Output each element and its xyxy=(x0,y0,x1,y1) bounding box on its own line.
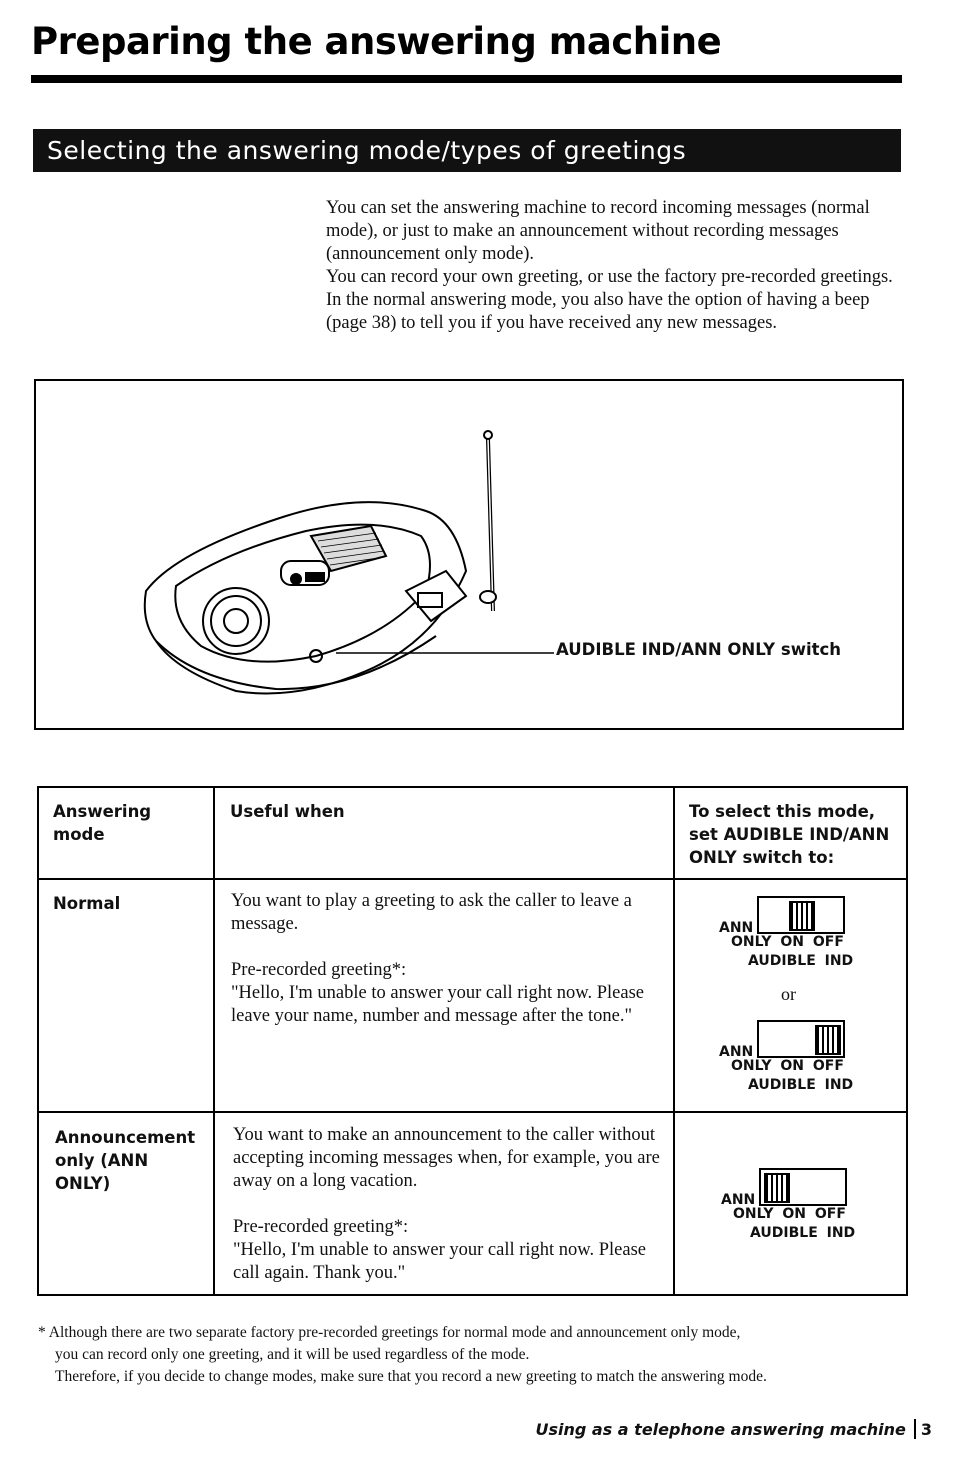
table-divider xyxy=(39,878,906,880)
greeting-text: "Hello, I'm unable to answer your call right now. Please leave your name, number and message after the tone." xyxy=(231,983,644,1026)
switch-audible-ind-label: AUDIBLE IND xyxy=(748,953,854,969)
switch-ann-label: ANN xyxy=(721,1192,756,1208)
intro-text xyxy=(326,197,906,335)
table-divider xyxy=(213,788,215,1294)
mode-normal: Normal xyxy=(53,894,121,913)
useful-when-text: You want to make an announcement to the caller without accepting incoming messages when, for example, you are away on a long vacation. xyxy=(233,1125,660,1191)
switch-body xyxy=(757,1020,845,1058)
greeting-text: "Hello, I'm unable to answer your call right now. Please call again. Thank you." xyxy=(233,1240,646,1283)
switch-position-labels: ONLY ON OFF xyxy=(731,934,844,950)
footer-divider xyxy=(914,1419,916,1439)
switch-or-text: or xyxy=(781,984,796,1004)
title-rule xyxy=(31,75,902,83)
table-divider xyxy=(39,1111,906,1113)
switch-audible-ind-label: AUDIBLE IND xyxy=(748,1077,854,1093)
table-divider xyxy=(673,788,675,1294)
switch-diagram-off xyxy=(719,1012,869,1107)
switch-diagram-ann-only xyxy=(721,1160,871,1255)
header-answering-mode: Answering mode xyxy=(53,802,152,844)
header-select-mode: To select this mode, set AUDIBLE IND/ANN ONLY switch to: xyxy=(689,802,890,867)
announcement-description xyxy=(233,1124,663,1285)
switch-knob xyxy=(815,1025,841,1055)
footer-section-title: Using as a telephone answering machine xyxy=(535,1420,906,1439)
switch-ann-label: ANN xyxy=(719,1044,754,1060)
switch-body xyxy=(759,1168,847,1206)
header-useful-when: Useful when xyxy=(230,802,345,821)
normal-description xyxy=(231,890,661,1028)
intro-paragraph: You can set the answering machine to record incoming messages (normal mode), or just to make an announcement without recording messages (announcement only mode). xyxy=(326,198,870,264)
greeting-label: Pre-recorded greeting*: xyxy=(231,960,407,980)
footnote-line: * Although there are two separate factory pre-recorded greetings for normal mode and announcement only mode, xyxy=(38,1324,741,1341)
answering-mode-table xyxy=(37,786,908,1296)
footnote xyxy=(38,1322,918,1388)
mode-announcement-only: Announcement only (ANN ONLY) xyxy=(55,1128,196,1193)
section-heading: Selecting the answering mode/types of greetings xyxy=(33,129,901,172)
switch-position-labels: ONLY ON OFF xyxy=(733,1206,846,1222)
switch-diagram-on xyxy=(719,888,869,983)
footnote-line: you can record only one greeting, and it will be used regardless of the mode. xyxy=(55,1346,530,1363)
switch-position-labels: ONLY ON OFF xyxy=(731,1058,844,1074)
switch-knob xyxy=(789,901,815,931)
answering-machine-illustration xyxy=(136,421,556,701)
intro-paragraph: In the normal answering mode, you also have the option of having a beep (page 38) to tell you if you have received any new messages. xyxy=(326,290,870,333)
page-number: 3 xyxy=(920,1420,932,1439)
page-title: Preparing the answering machine xyxy=(31,20,722,63)
switch-body xyxy=(757,896,845,934)
switch-knob xyxy=(764,1173,790,1203)
intro-paragraph: You can record your own greeting, or use the factory pre-recorded greetings. xyxy=(326,267,893,287)
switch-callout-label: AUDIBLE IND/ANN ONLY switch xyxy=(556,640,842,659)
page-footer xyxy=(536,1419,933,1439)
footnote-line: Therefore, if you decide to change modes, make sure that you record a new greeting to match the answering mode. xyxy=(55,1368,767,1385)
greeting-label: Pre-recorded greeting*: xyxy=(233,1217,409,1237)
switch-ann-label: ANN xyxy=(719,920,754,936)
useful-when-text: You want to play a greeting to ask the caller to leave a message. xyxy=(231,891,632,934)
switch-audible-ind-label: AUDIBLE IND xyxy=(750,1225,856,1241)
device-illustration-box xyxy=(34,379,904,730)
